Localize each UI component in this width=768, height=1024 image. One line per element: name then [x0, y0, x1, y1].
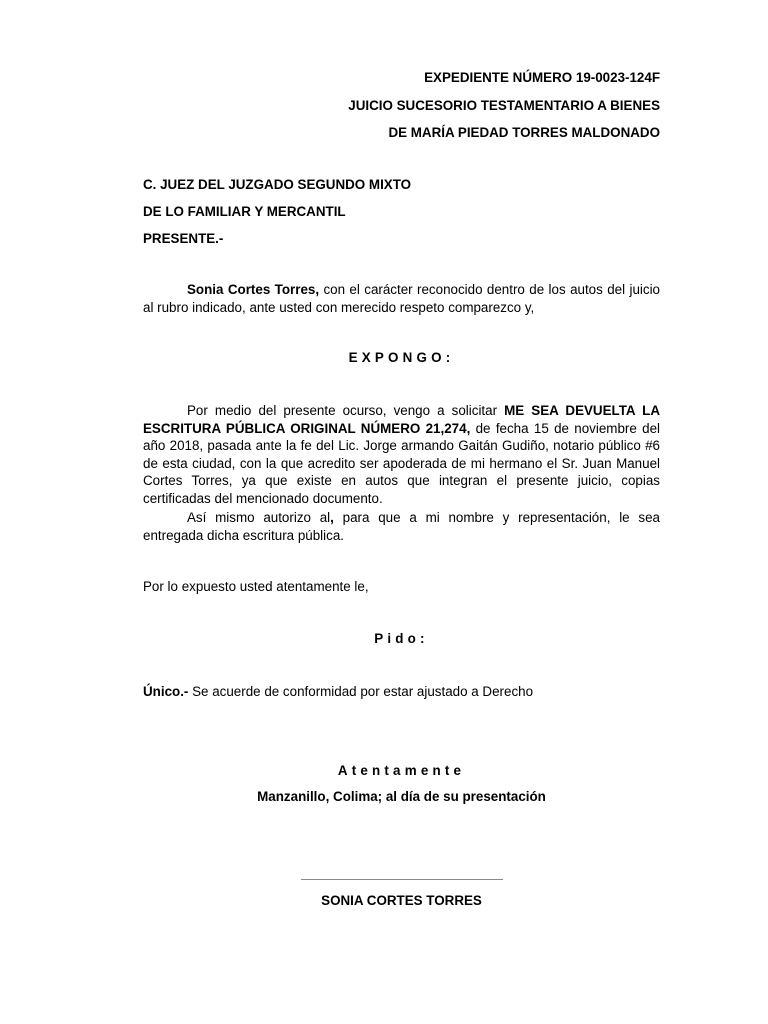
pido-heading: Pido: [374, 631, 429, 646]
authorization-text-b: para que a mi nombre y representación, le sea entregada dicha escritura pública. [143, 510, 660, 543]
case-title-line-2: DE MARÍA PIEDAD TORRES MALDONADO [388, 125, 660, 140]
signature-line [301, 879, 503, 880]
petitioner-name: Sonia Cortes Torres, [187, 282, 320, 297]
case-title-line-1: JUICIO SUCESORIO TESTAMENTARIO A BIENES [348, 98, 660, 113]
place-date: Manzanillo, Colima; al día de su presentación [257, 789, 546, 804]
addressee-line-2: DE LO FAMILIAR Y MERCANTIL [143, 204, 346, 219]
closing-line: Por lo expuesto usted atentamente le, [143, 579, 369, 594]
intro-text: con el carácter reconocido dentro de los autos del juicio al rubro indicado, ante usted con merecido respeto comparezco y, [143, 282, 660, 315]
unico-label: Único.- [143, 684, 189, 699]
atentamente-heading: Atentamente [337, 763, 466, 778]
unico-paragraph [143, 683, 533, 701]
authorization-paragraph [143, 509, 660, 544]
case-number: EXPEDIENTE NÚMERO 19-0023-124F [424, 70, 660, 85]
intro-paragraph [143, 281, 660, 316]
request-text-b: de fecha 15 de noviembre del año 2018, pasada ante la fe del Lic. Jorge armando Gaitán Gudiño, notario público #6 de esta ciudad, con la que acredito ser apoderada de mi hermano el Sr. Juan Manuel Cortes Torres, ya que existe en autos que integran el presente juicio, copias certificadas del mencionado documento. [143, 420, 660, 506]
unico-text: Se acuerde de conformidad por estar ajustado a Derecho [188, 684, 534, 699]
request-bold: ME SEA DEVUELTA LA ESCRITURA PÚBLICA ORIGINAL NÚMERO 21,274, [143, 403, 660, 436]
expongo-heading: EXPONGO: [348, 350, 455, 365]
signature-name: SONIA CORTES TORRES [321, 893, 482, 908]
addressee-line-1: C. JUEZ DEL JUZGADO SEGUNDO MIXTO [143, 177, 412, 192]
addressee-line-3: PRESENTE.- [143, 231, 224, 246]
authorization-text-a: Así mismo autorizo al [187, 510, 331, 525]
request-paragraph [143, 402, 660, 508]
authorization-bold: , [330, 510, 334, 525]
request-text-a: Por medio del presente ocurso, vengo a solicitar [187, 403, 505, 418]
